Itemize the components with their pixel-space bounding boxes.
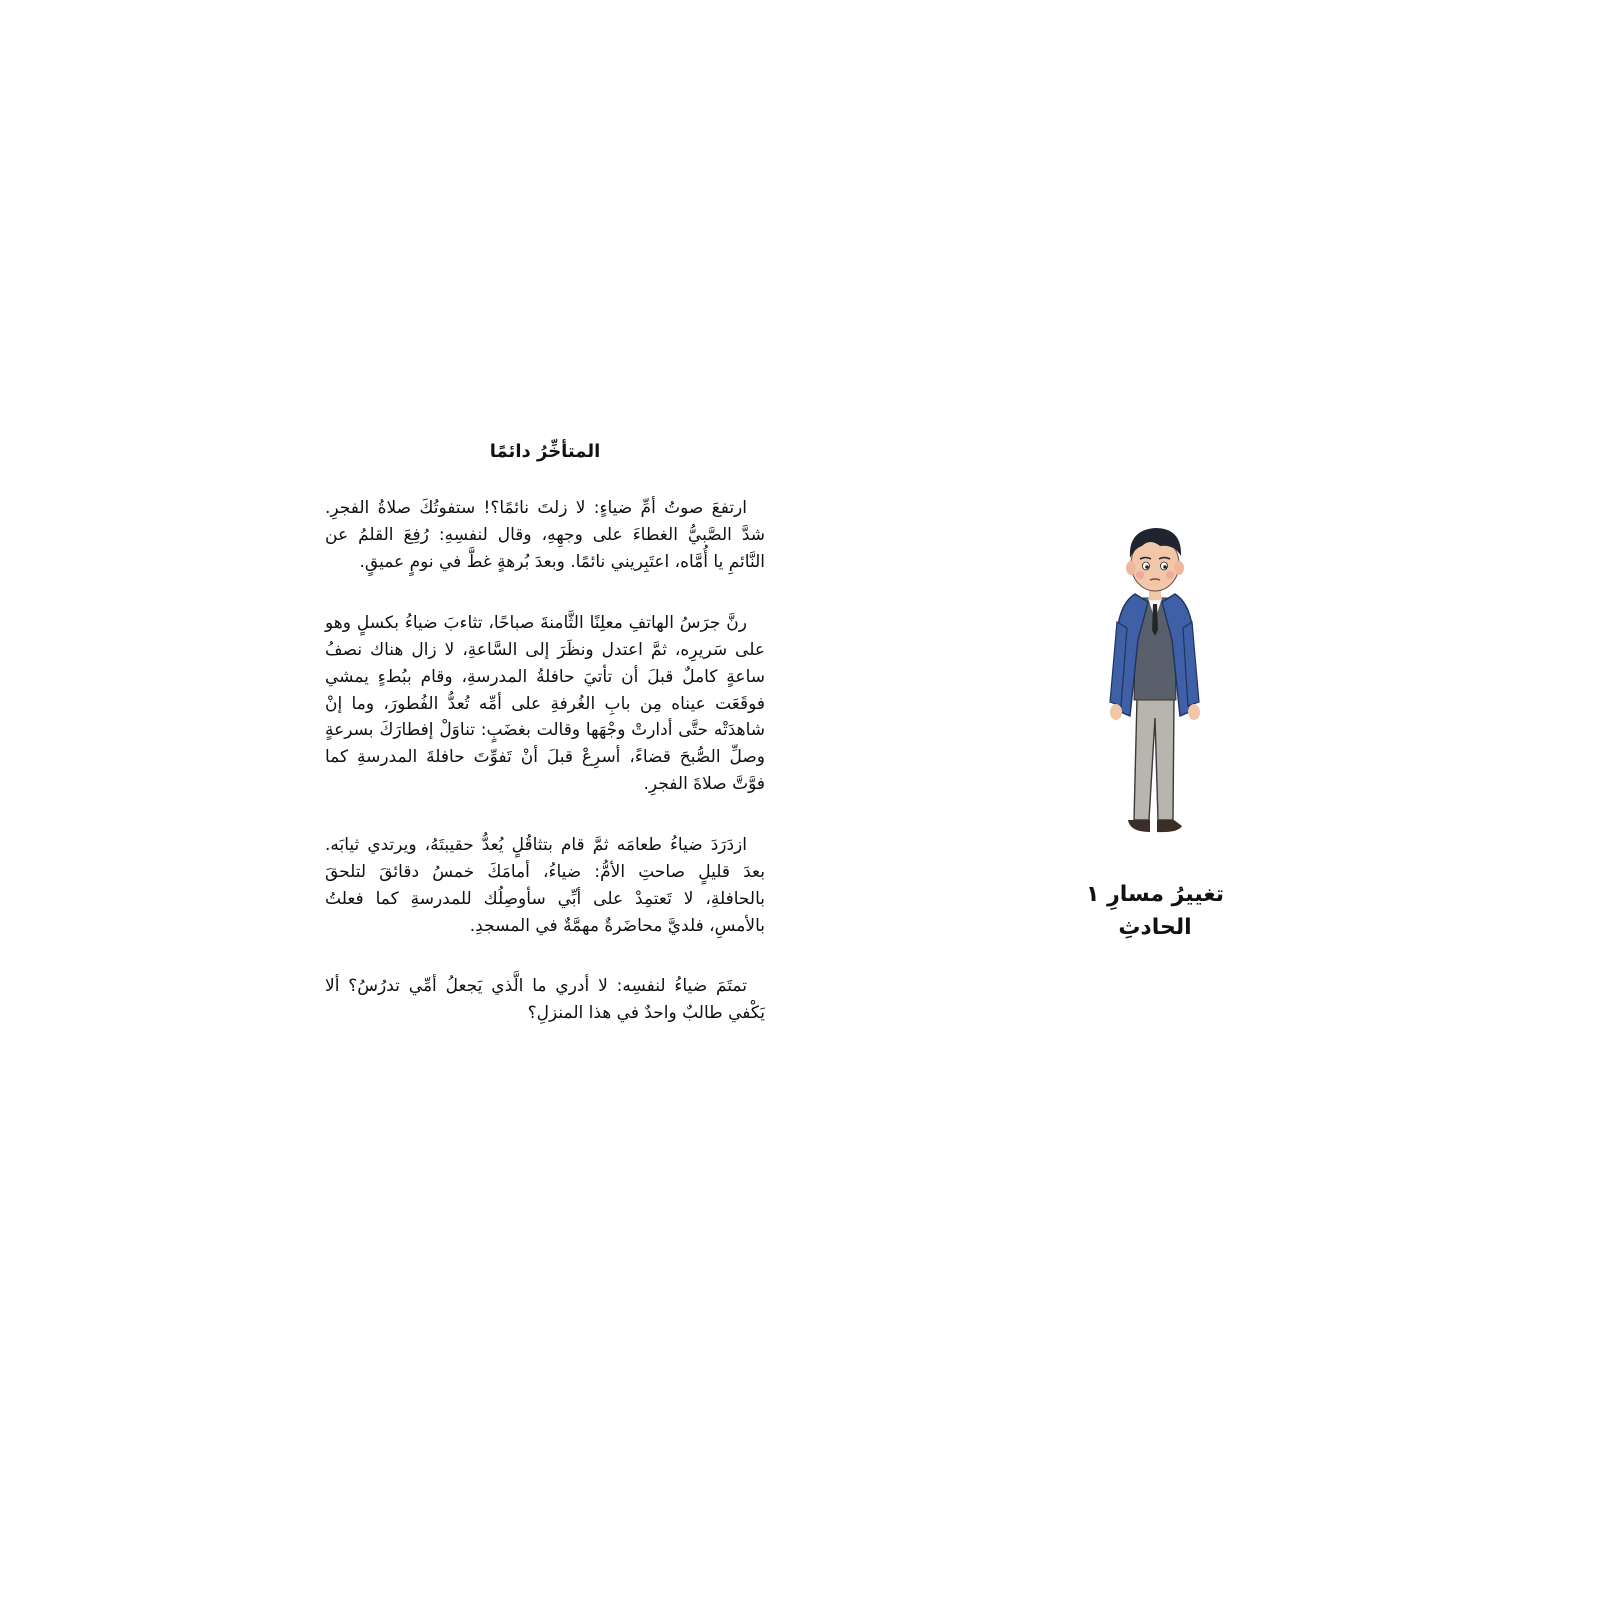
chapter-caption-line-2: الحادثِ [1118,915,1192,940]
boy-illustration-icon [1100,520,1210,860]
story-paragraph-3: ازدَرَدَ ضياءُ طعامَه ثمَّ قام بتثاقُلٍ يُعدُّ حقيبتَهُ، ويرتدي ثيابَه. بعدَ قليلٍ صاحتِ الأمُّ: ضياءُ، أمامَكَ خمسُ دقائقَ لتلحقَ بالحافلةِ، لا تَعتمِدْ على أبِّي سأوصِلُك للمدرسةِ كما فعلتُ بالأمسِ، فلديَّ محاضَرةٌ مهمَّةٌ في المسجدِ. [325,834,765,936]
chapter-caption [1070,878,1240,944]
story-paragraph-4: تمتَمَ ضياءُ لنفسِه: لا أدري ما الَّذي يَجعلُ أمِّي تدرُسُ؟ ألا يَكْفي طالبٌ واحدٌ في هذا المنزلِ؟ [325,976,765,1024]
chapter-caption-line-1: تغييرُ مسارِ ١ [1085,882,1224,907]
story-title: المتأخِّرُ دائمًا [489,441,601,462]
story-paragraph-1: ارتفعَ صوتُ أمِّ ضياءٍ: لا زلتَ نائمًا؟! ستفوتُكَ صلاةُ الفجرِ. شدَّ الصَّبيُّ الغطاءَ على وجهِهِ، وقال لنفسِهِ: رُفِعَ القلمُ عن النَّائمِ يا أُمَّاه، اعتَبِريني نائمًا. وبعدَ بُرهةٍ غطَّ في نومٍ عميقٍ. [325,498,765,573]
story-paragraph-2: رنَّ جرَسُ الهاتفِ معلِنًا الثَّامنةَ صباحًا، تثاءبَ ضياءُ بكسلٍ وهو على سَريرِه، ثمَّ اعتدل ونظَرَ إلى السَّاعةِ، لا زال هناك نصفُ ساعةٍ كاملٌ قبلَ أن تأتيَ حافلةُ المدرسةِ، وقام ببُطءٍ يمشي فوقَعَت عيناه مِن بابِ الغُرفةِ على أمِّه تُعدُّ الفُطورَ، وما إنْ شاهدَتْه حتَّى أدارتْ وجْهَها وقالت بغضَبٍ: تناوَلْ إفطارَكَ بسرعةٍ وصلِّ الصُّبحَ قضاءً، أسرِعْ قبلَ أنْ تَفوِّتَ حافلةَ المدرسةِ كما فوَّتَّ صلاةَ الفجرِ. [325,612,765,795]
figure-column [1070,520,1240,944]
story-column [325,440,765,1061]
